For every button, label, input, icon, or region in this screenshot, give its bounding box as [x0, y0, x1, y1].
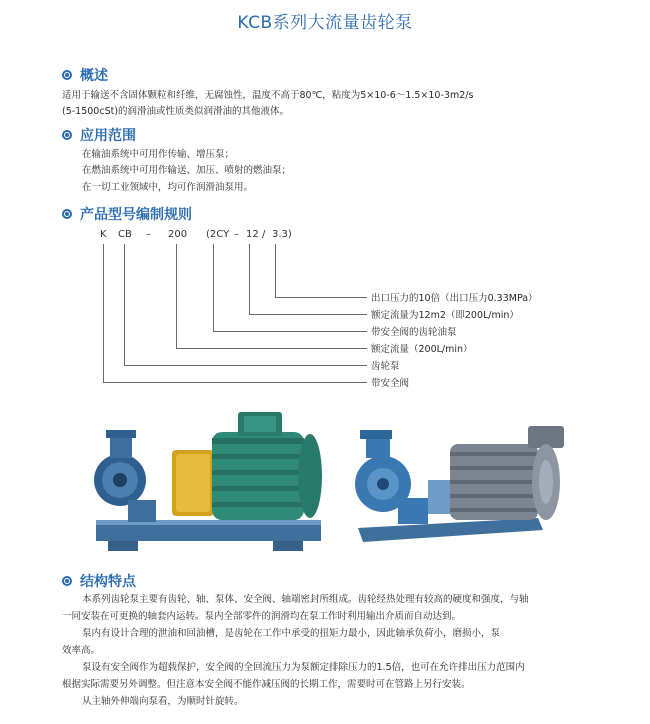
section-structure-header	[62, 572, 136, 590]
code-part-dash: –	[146, 229, 151, 240]
model-expl-5: 齿轮泵	[371, 361, 400, 372]
section-application-title: 应用范围	[80, 128, 136, 144]
code-part-2cy: (2CY	[206, 229, 230, 240]
bracket-line-h	[124, 365, 367, 366]
code-part-slash: /	[262, 229, 266, 240]
structure-line-7: 从主轴外伸端向泵看，为顺时针旋转。	[82, 696, 244, 707]
section-overview-title: 概述	[80, 68, 108, 84]
model-expl-2: 额定流量为12m2（即200L/min）	[371, 310, 519, 321]
bracket-line-v	[103, 244, 104, 382]
pump-photo-grey-motor	[338, 418, 588, 550]
section-application-header	[62, 126, 136, 144]
bracket-line-v	[213, 244, 214, 331]
bracket-line-h	[103, 382, 367, 383]
code-part-3-3: 3.3)	[272, 229, 292, 240]
application-line-1: 在输油系统中可用作传输、增压泵；	[82, 149, 235, 160]
structure-line-3: 泵内有设计合理的泄油和回油槽，是齿轮在工作中承受的扭矩力最小，因此轴承负荷小，磨损小，泵	[82, 628, 501, 639]
bracket-line-h	[176, 348, 367, 349]
structure-line-5: 泵设有安全阀作为超载保护，安全阀的全回流压力为泵额定排除压力的1.5倍，也可在允许排出压力范围内	[82, 662, 525, 673]
bracket-line-h	[249, 314, 367, 315]
page-title: KCB系列大流量齿轮泵	[237, 13, 413, 33]
model-expl-1: 出口压力的10倍（出口压力0.33MPa）	[371, 293, 538, 304]
overview-line-1: 适用于输送不含固体颗粒和纤维，无腐蚀性，温度不高于80℃，粘度为5×10-6～1.5×10-3m2/s	[62, 90, 474, 101]
bracket-line-v	[249, 244, 250, 314]
structure-line-2: 一同安装在可更换的轴套内运转。泵内全部零件的润滑均在泵工作时利用输出介质而自动达到。	[62, 611, 462, 622]
structure-line-1: 本系列齿轮泵主要有齿轮、轴、泵体、安全阀、轴端密封所组成。齿轮经热处理有较高的硬度和强度，与轴	[82, 594, 529, 605]
bracket-line-h	[213, 331, 367, 332]
structure-line-6: 根据实际需要另外调整。但注意本安全阀不能作减压阀的长期工作，需要时可在管路上另行安装。	[62, 679, 471, 690]
code-part-200: 200	[168, 229, 188, 240]
code-part-k: K	[100, 229, 107, 240]
bracket-line-v	[124, 244, 125, 365]
bullet-ring-icon	[62, 70, 72, 80]
bullet-ring-icon	[62, 209, 72, 219]
pump-photo-green-motor	[88, 408, 338, 560]
section-structure-title: 结构特点	[80, 574, 136, 590]
bracket-line-v	[176, 244, 177, 348]
structure-line-4: 效率高。	[62, 645, 101, 656]
model-expl-3: 带安全阀的齿轮油泵	[371, 327, 457, 338]
code-part-dash-2: –	[234, 229, 239, 240]
model-expl-4: 额定流量（200L/min）	[371, 344, 473, 355]
bullet-ring-icon	[62, 130, 72, 140]
section-model-title: 产品型号编制规则	[80, 207, 192, 223]
bracket-line-v	[275, 244, 276, 297]
code-part-12: 12	[246, 229, 259, 240]
code-part-cb: CB	[118, 229, 132, 240]
bracket-line-h	[275, 297, 367, 298]
model-expl-6: 带安全阀	[371, 378, 410, 389]
section-model-header	[62, 205, 192, 223]
section-overview-header	[62, 66, 108, 84]
overview-line-2: (5-1500cSt)的润滑油或性质类似润滑油的其他液体。	[62, 106, 290, 117]
application-line-2: 在燃油系统中可用作输送、加压、喷射的燃油泵；	[82, 165, 292, 176]
bullet-ring-icon	[62, 576, 72, 586]
application-line-3: 在一切工业领域中，均可作润滑油泵用。	[82, 182, 254, 193]
